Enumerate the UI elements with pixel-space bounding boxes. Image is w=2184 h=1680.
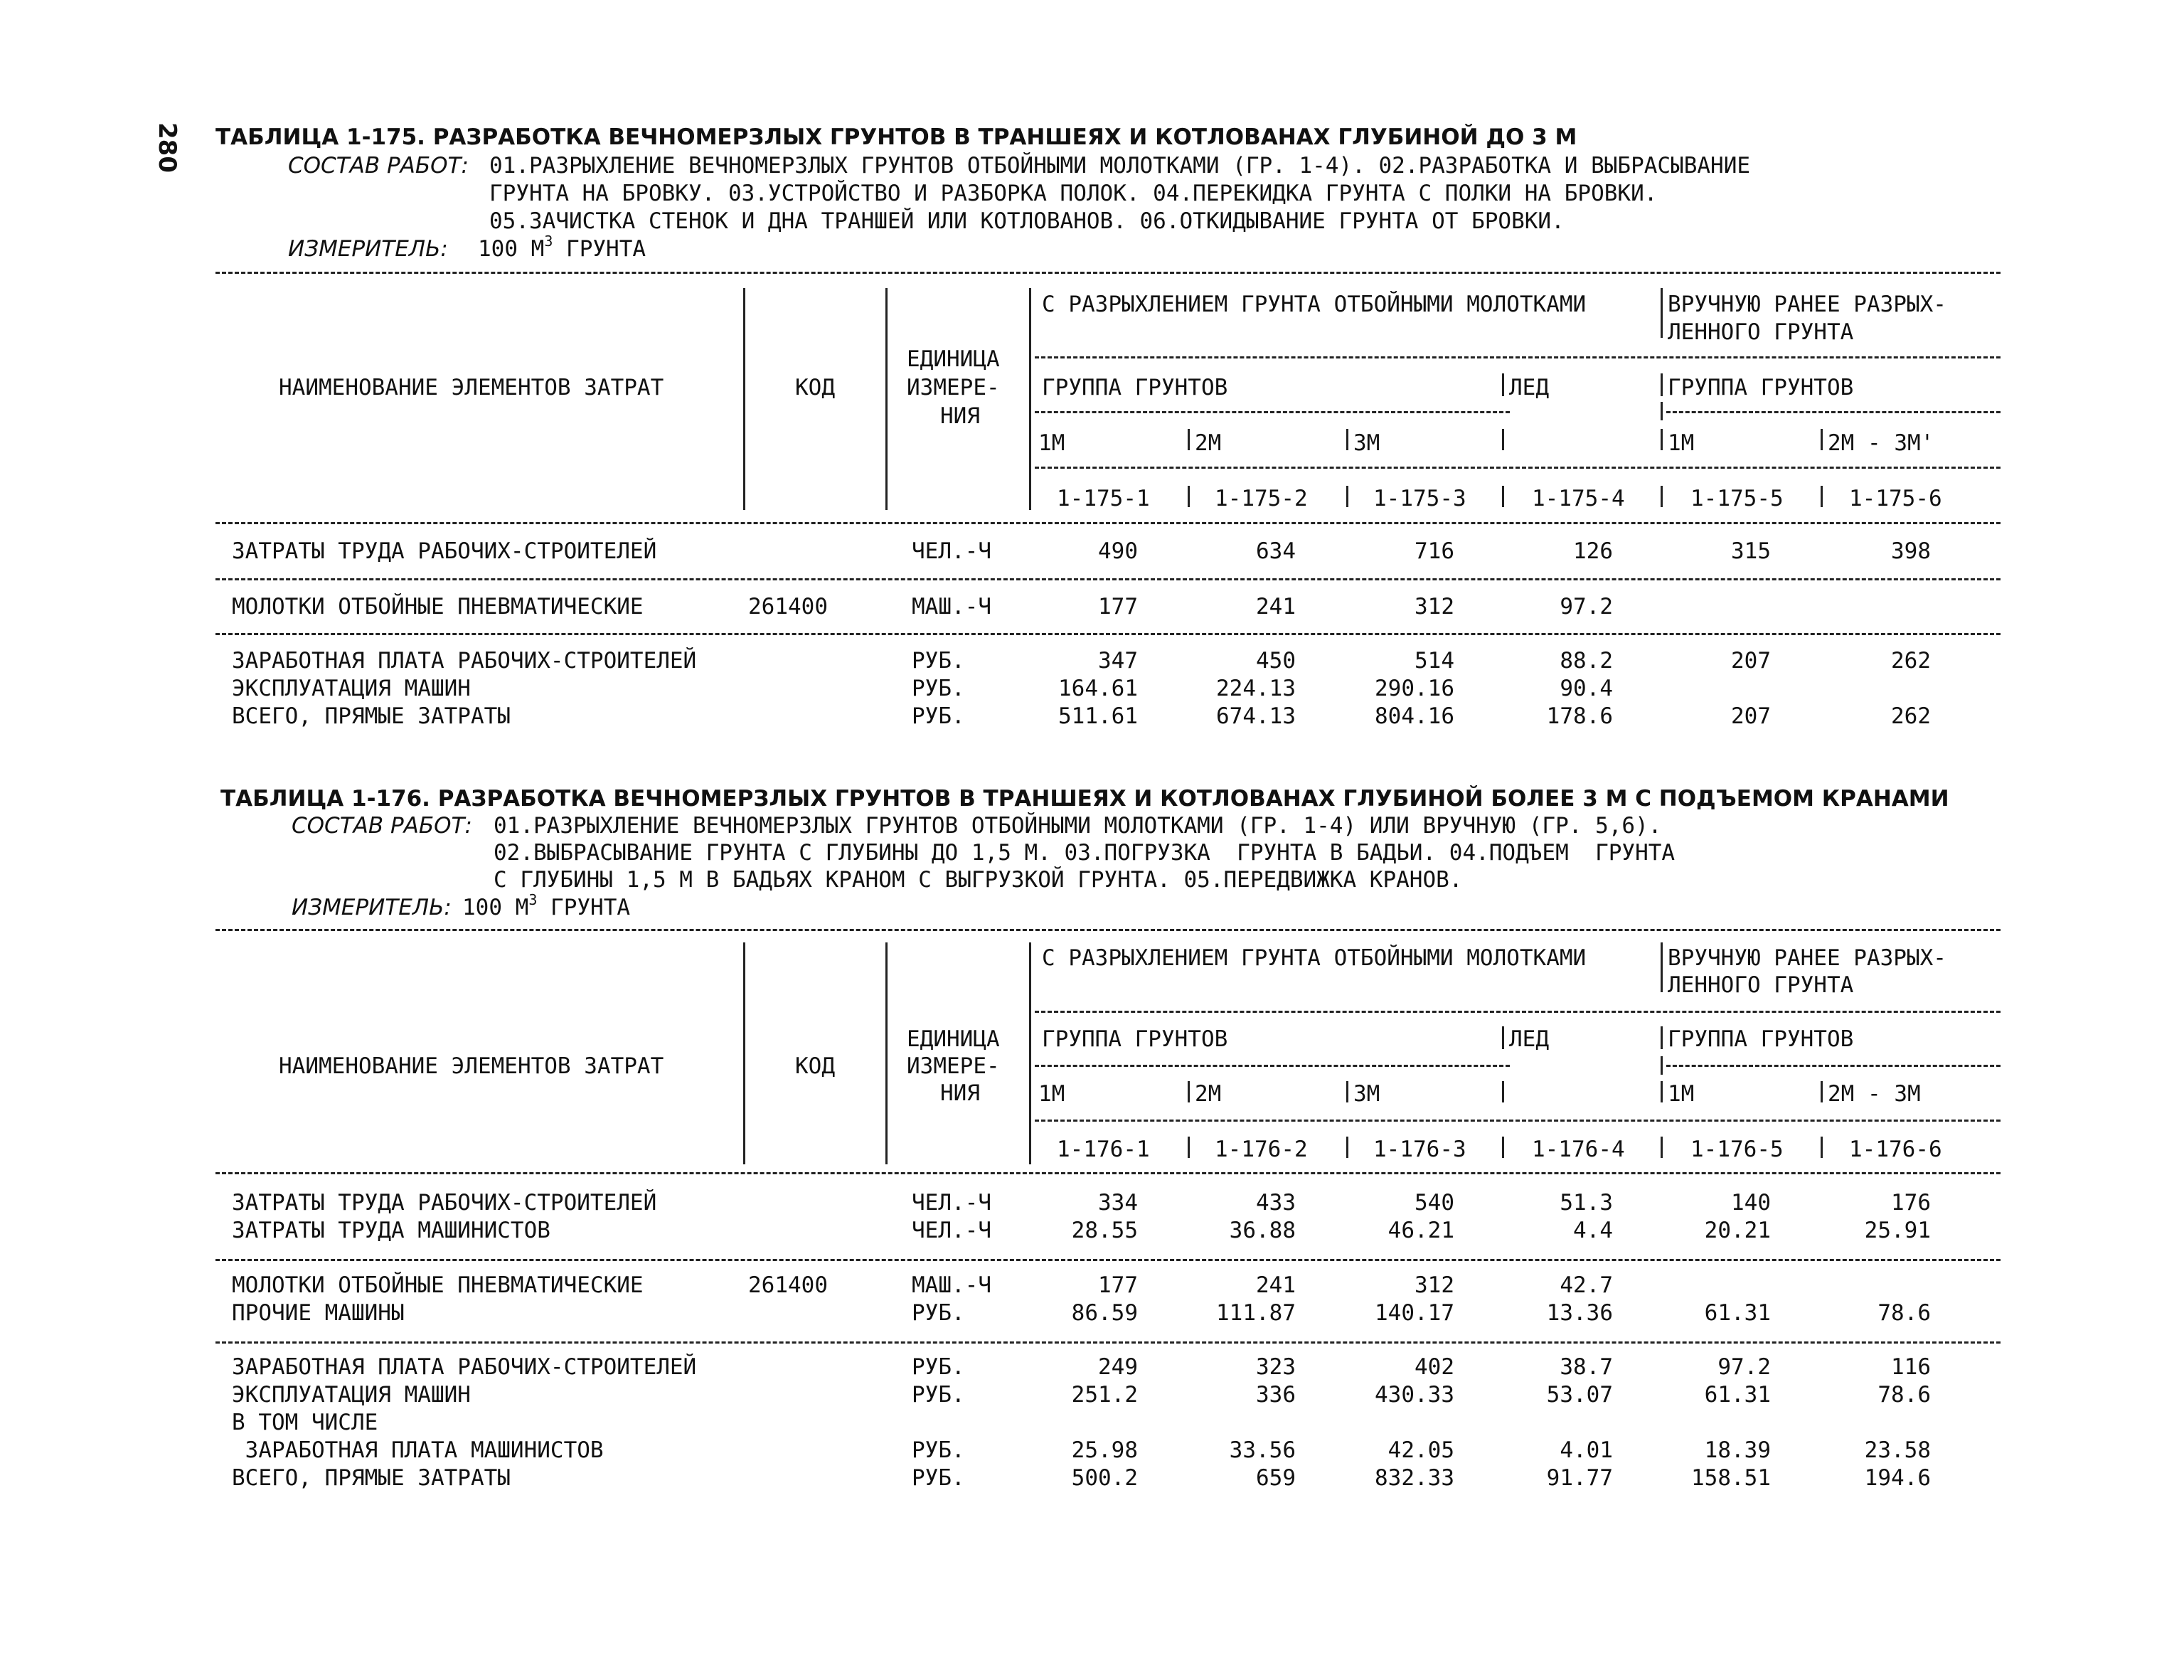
row-value: 312 (1415, 1272, 1454, 1298)
row-code: 261400 (748, 1272, 828, 1298)
header-group-b: ЛЕННОГО ГРУНТА (1668, 972, 1854, 998)
col-divider (1661, 1137, 1663, 1158)
row-value: 433 (1256, 1190, 1296, 1216)
header-subgroup: ГРУППА ГРУНТОВ (1668, 1026, 1854, 1052)
col-divider (1346, 1137, 1348, 1158)
row-value: 88.2 (1560, 648, 1613, 674)
sostav-label: СОСТАВ РАБОТ: (292, 813, 472, 839)
rule (1035, 1065, 1510, 1067)
table-title: ТАБЛИЦА 1-175. РАЗРАБОТКА ВЕЧНОМЕРЗЛЫХ ГРУНТОВ В ТРАНШЕЯХ И КОТЛОВАНАХ ГЛУБИНОЙ ДО 3 М (215, 124, 1577, 150)
row-value: 241 (1256, 594, 1296, 620)
row-name: ВСЕГО, ПРЯМЫЕ ЗАТРАТЫ (232, 1465, 511, 1491)
rule (215, 272, 2001, 274)
row-value: 323 (1256, 1354, 1296, 1380)
row-value: 78.6 (1877, 1382, 1931, 1408)
row-value: 334 (1098, 1190, 1138, 1216)
col-divider (1821, 1137, 1823, 1158)
row-value: 42.05 (1387, 1437, 1454, 1463)
row-value: 78.6 (1877, 1300, 1931, 1326)
sostav-line: ГРУНТА НА БРОВКУ. 03.УСТРОЙСТВО И РАЗБОРКА ПОЛОК. 04.ПЕРЕКИДКА ГРУНТА С ПОЛКИ НА БРОВКИ. (489, 181, 1658, 206)
row-value: 430.33 (1375, 1382, 1454, 1408)
header-unit: НИЯ (940, 1080, 980, 1106)
header-soil-group: 2М (1195, 430, 1222, 456)
col-divider (1661, 373, 1663, 396)
col-divider (1661, 402, 1663, 420)
col-divider (1188, 1081, 1190, 1102)
row-unit: ЧЕЛ.-Ч (912, 538, 991, 564)
header-unit: ИЗМЕРЕ- (907, 375, 1000, 400)
row-value: 97.2 (1560, 594, 1613, 620)
col-divider (1502, 486, 1504, 507)
row-name: ЗАРАБОТНАЯ ПЛАТА МАШИНИСТОВ (232, 1437, 604, 1463)
header-rate-code: 1-175-1 (1057, 486, 1150, 511)
header-rate-code: 1-175-2 (1215, 486, 1308, 511)
col-divider (1661, 1081, 1663, 1102)
sostav-line: 01.РАЗРЫХЛЕНИЕ ВЕЧНОМЕРЗЛЫХ ГРУНТОВ ОТБОЙНЫМИ МОЛОТКАМИ (ГР. 1-4). 02.РАЗРАБОТКА И ВЫБРАСЫВАНИЕ (489, 153, 1751, 179)
row-value: 194.6 (1864, 1465, 1931, 1491)
row-value: 140.17 (1375, 1300, 1454, 1326)
col-divider (743, 942, 745, 1164)
rule (215, 1341, 2001, 1344)
row-code: 261400 (748, 594, 828, 620)
row-value: 207 (1731, 648, 1771, 674)
sostav-label: СОСТАВ РАБОТ: (288, 153, 469, 179)
row-value: 33.56 (1229, 1437, 1296, 1463)
row-unit: РУБ. (912, 648, 965, 674)
col-divider (1029, 942, 1031, 1164)
header-name: НАИМЕНОВАНИЕ ЭЛЕМЕНТОВ ЗАТРАТ (279, 375, 664, 400)
col-divider (1821, 1081, 1823, 1102)
col-divider (1188, 429, 1190, 450)
col-divider (1821, 429, 1823, 450)
rule (1035, 411, 1510, 413)
row-value: 91.77 (1546, 1465, 1613, 1491)
row-name: ЭКСПЛУАТАЦИЯ МАШИН (232, 676, 471, 701)
header-rate-code: 1-176-3 (1373, 1137, 1466, 1162)
header-rate-code: 1-175-4 (1532, 486, 1625, 511)
row-value: 716 (1415, 538, 1454, 564)
header-group-b: ЛЕННОГО ГРУНТА (1668, 319, 1854, 345)
header-rate-code: 1-175-5 (1690, 486, 1784, 511)
header-soil-group: 1М (1668, 1081, 1695, 1107)
row-value: 61.31 (1704, 1300, 1771, 1326)
row-value: 126 (1573, 538, 1613, 564)
rule (215, 578, 2001, 580)
row-value: 4.4 (1573, 1218, 1613, 1243)
row-value: 177 (1098, 594, 1138, 620)
rule (1035, 467, 2001, 469)
row-value: 90.4 (1560, 676, 1613, 701)
row-value: 398 (1891, 538, 1931, 564)
col-divider (1346, 1081, 1348, 1102)
row-value: 38.7 (1560, 1354, 1613, 1380)
col-divider (885, 942, 888, 1164)
header-group-b: ВРУЧНУЮ РАНЕЕ РАЗРЫХ- (1668, 945, 1946, 971)
header-group-b: ВРУЧНУЮ РАНЕЕ РАЗРЫХ- (1668, 292, 1946, 317)
row-value: 336 (1256, 1382, 1296, 1408)
row-value: 86.59 (1071, 1300, 1138, 1326)
row-value: 490 (1098, 538, 1138, 564)
col-divider (1188, 1137, 1190, 1158)
header-code: КОД (795, 375, 835, 400)
col-divider (1346, 429, 1348, 450)
row-value: 28.55 (1071, 1218, 1138, 1243)
header-unit: НИЯ (940, 403, 980, 429)
col-divider (1029, 427, 1031, 448)
sostav-line: С ГЛУБИНЫ 1,5 М В БАДЬЯХ КРАНОМ С ВЫГРУЗКОЙ ГРУНТА. 05.ПЕРЕДВИЖКА КРАНОВ. (494, 867, 1463, 893)
sostav-line: 01.РАЗРЫХЛЕНИЕ ВЕЧНОМЕРЗЛЫХ ГРУНТОВ ОТБОЙНЫМИ МОЛОТКАМИ (ГР. 1-4) ИЛИ ВРУЧНУЮ (ГР. 5,6). (494, 813, 1662, 839)
row-value: 176 (1891, 1190, 1931, 1216)
row-unit: ЧЕЛ.-Ч (912, 1190, 991, 1216)
row-value: 158.51 (1691, 1465, 1771, 1491)
row-name: ЗАРАБОТНАЯ ПЛАТА РАБОЧИХ-СТРОИТЕЛЕЙ (232, 1354, 697, 1380)
col-divider (1661, 942, 1663, 992)
header-rate-code: 1-176-2 (1215, 1137, 1308, 1162)
row-value: 25.91 (1864, 1218, 1931, 1243)
rule (1035, 1011, 2001, 1013)
rule (1035, 1120, 2001, 1122)
col-divider (1502, 1081, 1504, 1102)
row-value: 97.2 (1717, 1354, 1771, 1380)
row-value: 262 (1891, 648, 1931, 674)
row-unit: РУБ. (912, 1300, 965, 1326)
row-value: 178.6 (1546, 703, 1613, 729)
header-unit: ЕДИНИЦА (907, 1026, 1000, 1052)
rule (215, 522, 2001, 524)
row-unit: РУБ. (912, 1382, 965, 1408)
row-value: 804.16 (1375, 703, 1454, 729)
row-unit: ЧЕЛ.-Ч (912, 1218, 991, 1243)
row-value: 20.21 (1704, 1218, 1771, 1243)
row-value: 177 (1098, 1272, 1138, 1298)
sostav-line: 02.ВЫБРАСЫВАНИЕ ГРУНТА С ГЛУБИНЫ ДО 1,5 М. 03.ПОГРУЗКА ГРУНТА В БАДЬИ. 04.ПОДЪЕМ ГРУНТА (494, 840, 1676, 866)
row-value: 251.2 (1071, 1382, 1138, 1408)
row-value: 312 (1415, 594, 1454, 620)
header-name: НАИМЕНОВАНИЕ ЭЛЕМЕНТОВ ЗАТРАТ (279, 1053, 664, 1079)
row-name: ЭКСПЛУАТАЦИЯ МАШИН (232, 1382, 471, 1408)
header-soil-group: 3М (1353, 430, 1380, 456)
header-rate-code: 1-175-6 (1849, 486, 1942, 511)
col-divider (1188, 486, 1190, 507)
row-value: 659 (1256, 1465, 1296, 1491)
izmeritel-value: 100 $М^3$ ГРУНТА (462, 891, 631, 920)
row-value: 53.07 (1546, 1382, 1613, 1408)
header-group-a: С РАЗРЫХЛЕНИЕМ ГРУНТА ОТБОЙНЫМИ МОЛОТКАМИ (1042, 945, 1587, 971)
row-name: МОЛОТКИ ОТБОЙНЫЕ ПНЕВМАТИЧЕСКИЕ (232, 594, 644, 620)
row-value: 36.88 (1229, 1218, 1296, 1243)
row-value: 224.13 (1216, 676, 1296, 701)
header-rate-code: 1-176-4 (1532, 1137, 1625, 1162)
row-unit: РУБ. (912, 676, 965, 701)
row-unit: РУБ. (912, 1354, 965, 1380)
row-value: 511.61 (1058, 703, 1138, 729)
col-divider (1661, 1026, 1663, 1049)
header-group-a: С РАЗРЫХЛЕНИЕМ ГРУНТА ОТБОЙНЫМИ МОЛОТКАМИ (1042, 292, 1587, 317)
col-divider (1661, 288, 1663, 338)
header-soil-group: 2М - 3М (1828, 1081, 1921, 1107)
row-value: 674.13 (1216, 703, 1296, 729)
row-name: МОЛОТКИ ОТБОЙНЫЕ ПНЕВМАТИЧЕСКИЕ (232, 1272, 644, 1298)
row-value: 116 (1891, 1354, 1931, 1380)
row-value: 140 (1731, 1190, 1771, 1216)
row-value: 18.39 (1704, 1437, 1771, 1463)
row-value: 450 (1256, 648, 1296, 674)
row-value: 61.31 (1704, 1382, 1771, 1408)
row-value: 241 (1256, 1272, 1296, 1298)
rule (1035, 356, 2001, 358)
rule (215, 1259, 2001, 1261)
rule (215, 1172, 2001, 1174)
header-soil-group: 1М (1038, 430, 1065, 456)
header-rate-code: 1-175-3 (1373, 486, 1466, 511)
row-name: ЗАРАБОТНАЯ ПЛАТА РАБОЧИХ-СТРОИТЕЛЕЙ (232, 648, 697, 674)
izmeritel-value: 100 $М^3$ ГРУНТА (478, 233, 646, 262)
rule (1666, 1065, 2001, 1067)
header-code: КОД (795, 1053, 835, 1079)
row-value: 51.3 (1560, 1190, 1613, 1216)
col-divider (1502, 1026, 1504, 1049)
table-title: ТАБЛИЦА 1-176. РАЗРАБОТКА ВЕЧНОМЕРЗЛЫХ ГРУНТОВ В ТРАНШЕЯХ И КОТЛОВАНАХ ГЛУБИНОЙ БОЛЕЕ 3 М С ПОДЪЕМОМ КРАНАМИ (220, 786, 1949, 812)
col-divider (1661, 1056, 1663, 1075)
row-value: 402 (1415, 1354, 1454, 1380)
row-value: 23.58 (1864, 1437, 1931, 1463)
row-value: 262 (1891, 703, 1931, 729)
row-value: 207 (1731, 703, 1771, 729)
header-ice: ЛЕД (1509, 1026, 1549, 1052)
page-number: 280 (153, 122, 181, 173)
header-rate-code: 1-176-6 (1849, 1137, 1942, 1162)
header-rate-code: 1-176-5 (1690, 1137, 1784, 1162)
col-divider (1346, 486, 1348, 507)
row-value: 111.87 (1216, 1300, 1296, 1326)
row-unit: РУБ. (912, 1437, 965, 1463)
header-soil-group: 1М (1038, 1081, 1065, 1107)
izmeritel-label: ИЗМЕРИТЕЛЬ: (288, 236, 448, 262)
sostav-line: 05.ЗАЧИСТКА СТЕНОК И ДНА ТРАНШЕЙ ИЛИ КОТЛОВАНОВ. 06.ОТКИДЫВАНИЕ ГРУНТА ОТ БРОВКИ. (489, 208, 1565, 234)
col-divider (1502, 373, 1504, 396)
row-name: ЗАТРАТЫ ТРУДА МАШИНИСТОВ (232, 1218, 550, 1243)
row-unit: МАШ.-Ч (912, 1272, 991, 1298)
header-ice: ЛЕД (1509, 375, 1549, 400)
header-unit: ИЗМЕРЕ- (907, 1053, 1000, 1079)
header-soil-group: 1М (1668, 430, 1695, 456)
row-unit: РУБ. (912, 703, 965, 729)
row-value: 540 (1415, 1190, 1454, 1216)
row-value: 514 (1415, 648, 1454, 674)
row-value: 4.01 (1560, 1437, 1613, 1463)
col-divider (1029, 288, 1031, 510)
header-subgroup: ГРУППА ГРУНТОВ (1668, 375, 1854, 400)
rule (1666, 411, 2001, 413)
col-divider (743, 288, 745, 510)
row-value: 164.61 (1058, 676, 1138, 701)
col-divider (1029, 1081, 1031, 1102)
rule (215, 633, 2001, 635)
row-unit: РУБ. (912, 1465, 965, 1491)
row-value: 315 (1731, 538, 1771, 564)
row-value: 13.36 (1546, 1300, 1613, 1326)
col-divider (1661, 486, 1663, 507)
header-subgroup: ГРУППА ГРУНТОВ (1042, 375, 1228, 400)
row-value: 832.33 (1375, 1465, 1454, 1491)
row-value: 249 (1098, 1354, 1138, 1380)
row-name: ВСЕГО, ПРЯМЫЕ ЗАТРАТЫ (232, 703, 511, 729)
col-divider (1502, 429, 1504, 450)
col-divider (885, 288, 888, 510)
izmeritel-label: ИЗМЕРИТЕЛЬ: (292, 895, 452, 920)
header-unit: ЕДИНИЦА (907, 346, 1000, 372)
col-divider (1502, 1137, 1504, 1158)
row-value: 347 (1098, 648, 1138, 674)
row-value: 500.2 (1071, 1465, 1138, 1491)
row-name: В ТОМ ЧИСЛЕ (232, 1410, 378, 1435)
header-soil-group: 2М - 3М' (1828, 430, 1934, 456)
row-name: ЗАТРАТЫ ТРУДА РАБОЧИХ-СТРОИТЕЛЕЙ (232, 1190, 657, 1216)
row-value: 46.21 (1387, 1218, 1454, 1243)
header-soil-group: 2М (1195, 1081, 1222, 1107)
row-unit: МАШ.-Ч (912, 594, 991, 620)
row-value: 290.16 (1375, 676, 1454, 701)
row-value: 25.98 (1071, 1437, 1138, 1463)
header-rate-code: 1-176-1 (1057, 1137, 1150, 1162)
row-value: 42.7 (1560, 1272, 1613, 1298)
row-name: ЗАТРАТЫ ТРУДА РАБОЧИХ-СТРОИТЕЛЕЙ (232, 538, 657, 564)
row-value: 634 (1256, 538, 1296, 564)
rule (215, 929, 2001, 931)
header-subgroup: ГРУППА ГРУНТОВ (1042, 1026, 1228, 1052)
header-soil-group: 3М (1353, 1081, 1380, 1107)
row-name: ПРОЧИЕ МАШИНЫ (232, 1300, 405, 1326)
col-divider (1821, 486, 1823, 507)
col-divider (1661, 429, 1663, 450)
